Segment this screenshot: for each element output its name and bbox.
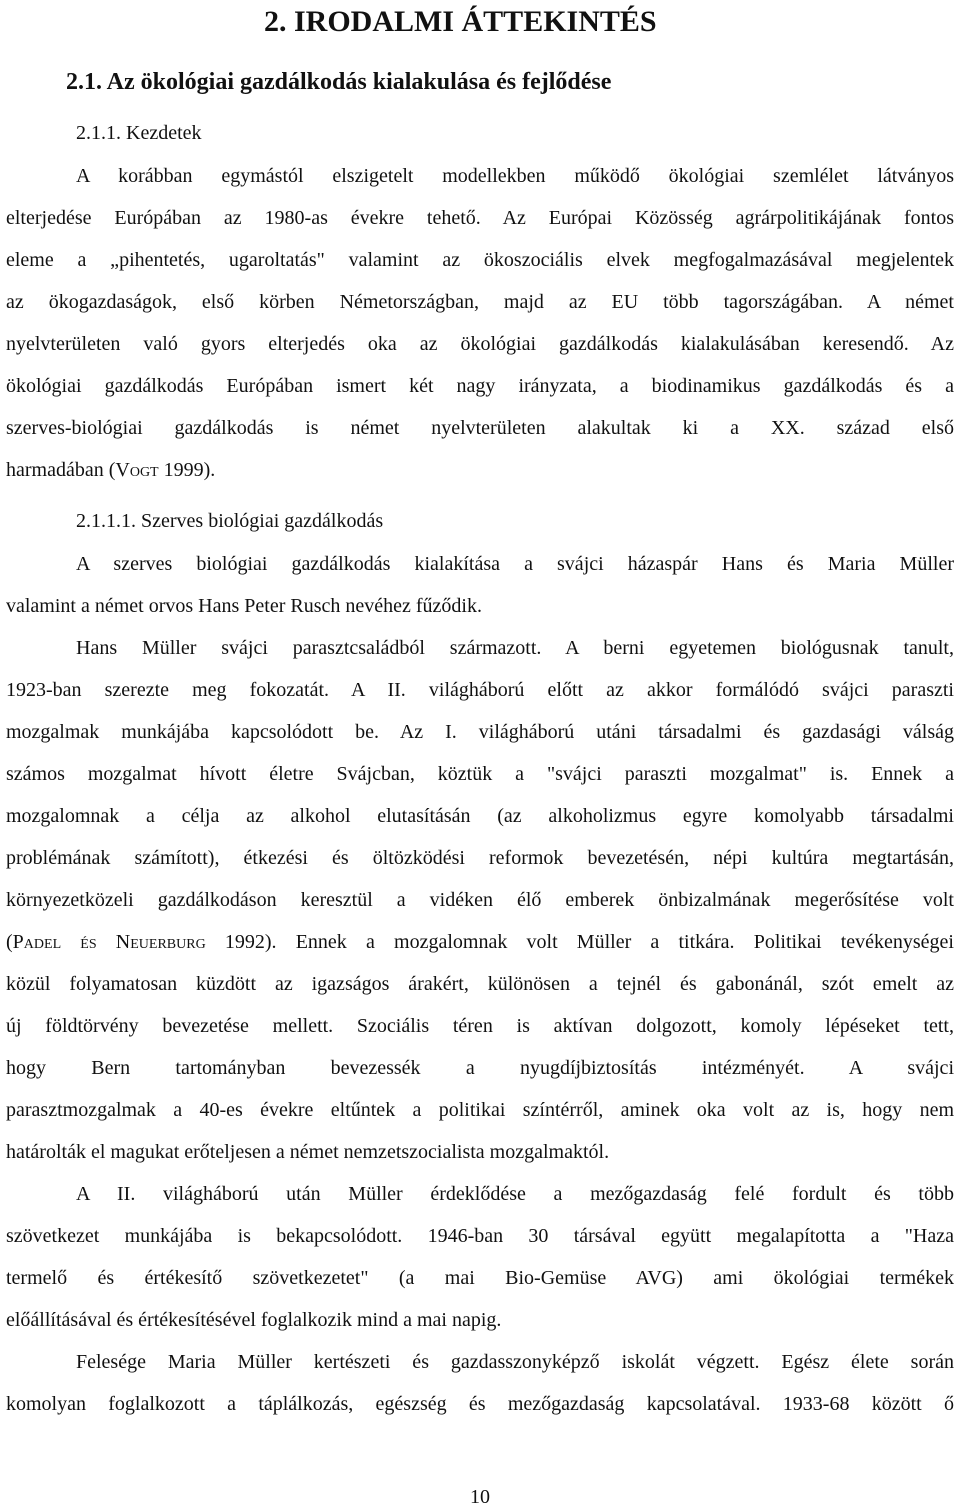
section-heading: 2.1. Az ökológiai gazdálkodás kialakulása és fejlődése bbox=[66, 69, 612, 95]
paragraph-line: termelő és értékesítő szövetkezetet" (a mai Bio-Gemüse AVG) ami ökológiai termékek bbox=[6, 1267, 954, 1289]
paragraph-line: eleme a „pihentetés, ugaroltatás" valamint az ökoszociális elvek megfogalmazásával megjelentek bbox=[6, 249, 954, 271]
page-number: 10 bbox=[470, 1486, 490, 1508]
paragraph-line: 1923-ban szerezte meg fokozatát. A II. világháború előtt az akkor formálódó svájci paraszti bbox=[6, 679, 954, 701]
paragraph-line: új földtörvény bevezetése mellett. Szociális téren is aktívan dolgozott, komoly lépéseket tett, bbox=[6, 1015, 954, 1037]
paragraph-line: Felesége Maria Müller kertészeti és gazdasszonyképző iskolát végzett. Egész élete során bbox=[76, 1351, 954, 1373]
line-text: 1992). Ennek a mozgalomnak volt Müller a titkára. Politikai tevékenységei bbox=[205, 931, 954, 953]
paragraph-line: számos mozgalmat hívott életre Svájcban, köztük a "svájci paraszti mozgalmat" is. Ennek a bbox=[6, 763, 954, 785]
subsection-heading: 2.1.1. Kezdetek bbox=[76, 122, 202, 144]
paragraph-line: mozgalmak munkájába kapcsolódott be. Az I. világháború utáni társadalmi és gazdasági válság bbox=[6, 721, 954, 743]
paragraph-line: A korábban egymástól elszigetelt modellekben működő ökológiai szemlélet látványos bbox=[76, 165, 954, 187]
paragraph-line: elterjedése Európában az 1980-as évekre tehető. Az Európai Közösség agrárpolitikájának fontos bbox=[6, 207, 954, 229]
paragraph-line: hogy Bern tartományban bevezessék a nyugdíjbiztosítás intézményét. A svájci bbox=[6, 1057, 954, 1079]
paragraph-line: A szerves biológiai gazdálkodás kialakítása a svájci házaspár Hans és Maria Müller bbox=[76, 553, 954, 575]
paragraph-line: Hans Müller svájci parasztcsaládból származott. A berni egyetemen biológusnak tanult, bbox=[76, 637, 954, 659]
paragraph-line: mozgalomnak a célja az alkohol elutasításán (az alkoholizmus egyre komolyabb társadalmi bbox=[6, 805, 954, 827]
line-text: ( bbox=[6, 931, 13, 953]
paragraph-line: előállításával és értékesítésével foglalkozik mind a mai napig. bbox=[6, 1309, 502, 1331]
paragraph-line bbox=[6, 456, 954, 484]
paragraph-line: szerves-biológiai gazdálkodás is német nyelvterületen alakultak ki a XX. század első bbox=[6, 417, 954, 439]
paragraph-line bbox=[6, 928, 954, 956]
paragraph-line: A II. világháború után Müller érdeklődése a mezőgazdaság felé fordult és több bbox=[76, 1183, 954, 1205]
line-text: 1999). bbox=[158, 459, 216, 481]
line-text: harmadában ( bbox=[6, 459, 116, 481]
citation-author: Padel és Neuerburg bbox=[12, 931, 206, 953]
paragraph-line: szövetkezet munkájába is bekapcsolódott. 1946-ban 30 társával együtt megalapította a "Haza bbox=[6, 1225, 954, 1247]
paragraph-line: ökológiai gazdálkodás Európában ismert két nagy irányzata, a biodinamikus gazdálkodás és a bbox=[6, 375, 954, 397]
paragraph-line: közül folyamatosan küzdött az igazságos árakért, különösen a tejnél és gabonánál, szót emelt az bbox=[6, 973, 954, 995]
chapter-heading: 2. IRODALMI ÁTTEKINTÉS bbox=[264, 5, 657, 38]
citation-author: Vogt bbox=[115, 459, 159, 481]
subsubsection-heading: 2.1.1.1. Szerves biológiai gazdálkodás bbox=[76, 510, 384, 532]
paragraph-line: határolták el magukat erőteljesen a német nemzetszocialista mozgalmaktól. bbox=[6, 1141, 610, 1163]
paragraph-line: komolyan foglalkozott a táplálkozás, egészség és mezőgazdaság kapcsolatával. 1933-68 között ő bbox=[6, 1393, 954, 1415]
paragraph-line: az ökogazdaságok, első körben Németországban, majd az EU több tagországában. A német bbox=[6, 291, 954, 313]
paragraph-line: nyelvterületen való gyors elterjedés oka az ökológiai gazdálkodás kialakulásában keresendő. Az bbox=[6, 333, 954, 355]
paragraph-line: környezetközeli gazdálkodáson keresztül a vidéken élő emberek önbizalmának megerősítése volt bbox=[6, 889, 954, 911]
paragraph-line: parasztmozgalmak a 40-es évekre eltűntek a politikai színtérről, aminek oka volt az is, hogy nem bbox=[6, 1099, 954, 1121]
paragraph-line: valamint a német orvos Hans Peter Rusch nevéhez fűződik. bbox=[6, 595, 482, 617]
paragraph-line: problémának számított), étkezési és öltözködési reformok bevezetésén, népi kultúra megtartásán, bbox=[6, 847, 954, 869]
